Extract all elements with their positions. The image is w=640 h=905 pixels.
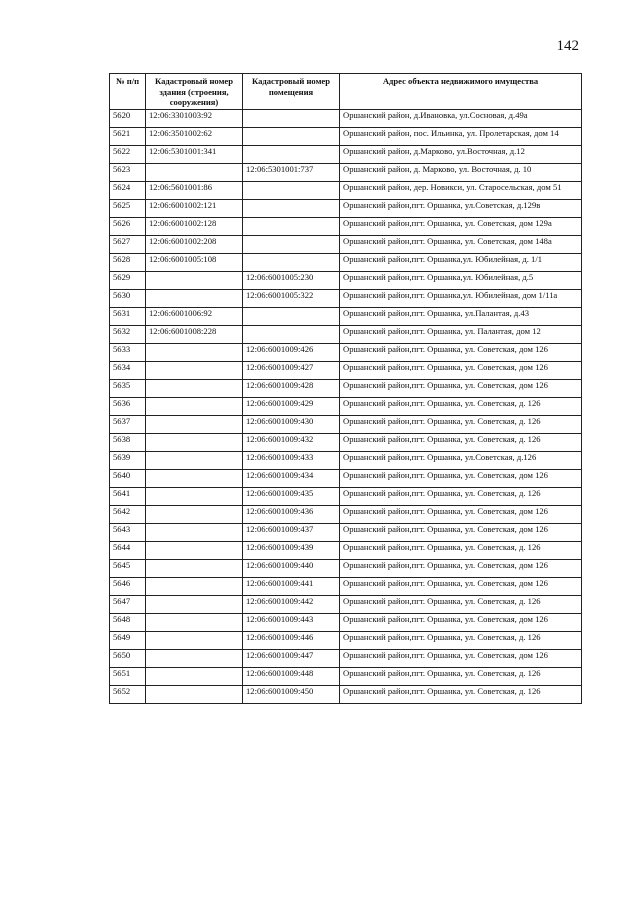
cell-premises-cadastral-number: 12:06:6001009:447 xyxy=(243,649,340,667)
cell-building-cadastral-number xyxy=(146,685,243,703)
cell-building-cadastral-number xyxy=(146,343,243,361)
cell-address: Оршанский район,пгт. Оршанка, ул. Советская, д. 126 xyxy=(340,631,582,649)
cell-address: Оршанский район, д.Ивановка, ул.Сосновая, д.49а xyxy=(340,109,582,127)
cell-row-number: 5634 xyxy=(110,361,146,379)
cell-premises-cadastral-number xyxy=(243,127,340,145)
cell-premises-cadastral-number: 12:06:6001009:430 xyxy=(243,415,340,433)
cell-row-number: 5647 xyxy=(110,595,146,613)
cell-building-cadastral-number: 12:06:6001006:92 xyxy=(146,307,243,325)
table-row xyxy=(110,415,582,433)
cell-building-cadastral-number xyxy=(146,361,243,379)
cell-address: Оршанский район, д.Марково, ул.Восточная, д.12 xyxy=(340,145,582,163)
cell-row-number: 5625 xyxy=(110,199,146,217)
cell-address: Оршанский район,пгт. Оршанка, ул. Советская, д. 126 xyxy=(340,415,582,433)
cell-premises-cadastral-number: 12:06:6001009:435 xyxy=(243,487,340,505)
table-row xyxy=(110,541,582,559)
cell-premises-cadastral-number xyxy=(243,109,340,127)
cell-address: Оршанский район,пгт. Оршанка, ул. Советская, д. 126 xyxy=(340,433,582,451)
table-row xyxy=(110,667,582,685)
cell-row-number: 5641 xyxy=(110,487,146,505)
table-row xyxy=(110,181,582,199)
table-row xyxy=(110,271,582,289)
cell-row-number: 5646 xyxy=(110,577,146,595)
cell-address: Оршанский район,пгт. Оршанка, ул. Советская, дом 126 xyxy=(340,379,582,397)
cell-address: Оршанский район,пгт. Оршанка, ул. Советская, д. 126 xyxy=(340,541,582,559)
cell-address: Оршанский район,пгт. Оршанка, ул.Советская, д.129в xyxy=(340,199,582,217)
cell-row-number: 5650 xyxy=(110,649,146,667)
cell-premises-cadastral-number: 12:06:6001009:429 xyxy=(243,397,340,415)
cell-address: Оршанский район,пгт. Оршанка, ул. Советская, дом 126 xyxy=(340,505,582,523)
cell-premises-cadastral-number: 12:06:6001009:442 xyxy=(243,595,340,613)
cell-building-cadastral-number xyxy=(146,451,243,469)
cell-address: Оршанский район,пгт. Оршанка, ул.Советская, д.126 xyxy=(340,451,582,469)
cell-row-number: 5648 xyxy=(110,613,146,631)
cell-address: Оршанский район,пгт. Оршанка, ул. Советская, д. 126 xyxy=(340,595,582,613)
cell-building-cadastral-number xyxy=(146,667,243,685)
cell-row-number: 5632 xyxy=(110,325,146,343)
cell-address: Оршанский район,пгт. Оршанка, ул. Советская, дом 126 xyxy=(340,361,582,379)
cell-premises-cadastral-number: 12:06:6001009:432 xyxy=(243,433,340,451)
header-property-address: Адрес объекта недвижимого имущества xyxy=(340,74,582,110)
cell-building-cadastral-number: 12:06:3501002:62 xyxy=(146,127,243,145)
cell-building-cadastral-number xyxy=(146,469,243,487)
cell-row-number: 5622 xyxy=(110,145,146,163)
cell-row-number: 5624 xyxy=(110,181,146,199)
cell-address: Оршанский район,пгт. Оршанка, ул. Советская, д. 126 xyxy=(340,397,582,415)
table-row xyxy=(110,307,582,325)
cell-building-cadastral-number xyxy=(146,505,243,523)
cell-building-cadastral-number: 12:06:5301001:341 xyxy=(146,145,243,163)
cell-premises-cadastral-number: 12:06:6001009:428 xyxy=(243,379,340,397)
cell-row-number: 5621 xyxy=(110,127,146,145)
cell-building-cadastral-number: 12:06:6001005:108 xyxy=(146,253,243,271)
cell-address: Оршанский район,пгт. Оршанка, ул. Советская, д. 126 xyxy=(340,667,582,685)
cell-premises-cadastral-number xyxy=(243,235,340,253)
header-building-cadastral-number: Кадастровый номер здания (строения, сооружения) xyxy=(146,74,243,110)
cell-address: Оршанский район,пгт. Оршанка, ул. Советская, дом 148а xyxy=(340,235,582,253)
cell-row-number: 5628 xyxy=(110,253,146,271)
cell-address: Оршанский район, д. Марково, ул. Восточная, д. 10 xyxy=(340,163,582,181)
cell-premises-cadastral-number: 12:06:6001009:437 xyxy=(243,523,340,541)
table-row xyxy=(110,613,582,631)
table-row xyxy=(110,397,582,415)
table-row xyxy=(110,559,582,577)
table-row xyxy=(110,685,582,703)
cell-premises-cadastral-number: 12:06:6001005:230 xyxy=(243,271,340,289)
cell-building-cadastral-number xyxy=(146,559,243,577)
cell-row-number: 5643 xyxy=(110,523,146,541)
table-row xyxy=(110,379,582,397)
cell-premises-cadastral-number xyxy=(243,253,340,271)
cell-address: Оршанский район, пос. Ильинка, ул. Пролетарская, дом 14 xyxy=(340,127,582,145)
table-row xyxy=(110,325,582,343)
cell-row-number: 5649 xyxy=(110,631,146,649)
cell-building-cadastral-number xyxy=(146,577,243,595)
table-row xyxy=(110,109,582,127)
cell-address: Оршанский район,пгт. Оршанка, ул. Советская, дом 126 xyxy=(340,577,582,595)
cell-row-number: 5637 xyxy=(110,415,146,433)
cell-address: Оршанский район,пгт. Оршанка,ул. Юбилейная, дом 1/11а xyxy=(340,289,582,307)
cell-premises-cadastral-number: 12:06:6001009:448 xyxy=(243,667,340,685)
cell-address: Оршанский район,пгт. Оршанка, ул. Советская, дом 126 xyxy=(340,523,582,541)
table-row xyxy=(110,235,582,253)
table-row xyxy=(110,433,582,451)
cell-row-number: 5635 xyxy=(110,379,146,397)
cell-address: Оршанский район,пгт. Оршанка, ул. Палантая, дом 12 xyxy=(340,325,582,343)
cell-building-cadastral-number xyxy=(146,415,243,433)
cell-row-number: 5640 xyxy=(110,469,146,487)
table-row xyxy=(110,361,582,379)
table-row xyxy=(110,649,582,667)
table-row xyxy=(110,469,582,487)
cell-premises-cadastral-number: 12:06:6001009:433 xyxy=(243,451,340,469)
cell-address: Оршанский район,пгт. Оршанка, ул. Советская, д. 126 xyxy=(340,685,582,703)
table-row xyxy=(110,595,582,613)
header-premises-cadastral-number: Кадастровый номер помещения xyxy=(243,74,340,110)
cell-row-number: 5633 xyxy=(110,343,146,361)
cell-premises-cadastral-number xyxy=(243,325,340,343)
cell-premises-cadastral-number xyxy=(243,145,340,163)
table-row xyxy=(110,199,582,217)
cell-address: Оршанский район,пгт. Оршанка, ул. Советская, дом 126 xyxy=(340,613,582,631)
cell-building-cadastral-number xyxy=(146,613,243,631)
cell-row-number: 5623 xyxy=(110,163,146,181)
cell-row-number: 5626 xyxy=(110,217,146,235)
cell-building-cadastral-number xyxy=(146,523,243,541)
table-header xyxy=(110,74,582,110)
cell-address: Оршанский район, дер. Новикси, ул. Старосельская, дом 51 xyxy=(340,181,582,199)
cell-building-cadastral-number xyxy=(146,289,243,307)
table-row xyxy=(110,631,582,649)
cell-building-cadastral-number xyxy=(146,649,243,667)
cell-building-cadastral-number xyxy=(146,595,243,613)
cell-row-number: 5631 xyxy=(110,307,146,325)
cell-row-number: 5651 xyxy=(110,667,146,685)
table-row xyxy=(110,145,582,163)
cell-premises-cadastral-number: 12:06:6001009:439 xyxy=(243,541,340,559)
cell-premises-cadastral-number: 12:06:6001009:427 xyxy=(243,361,340,379)
page-number: 142 xyxy=(556,38,579,54)
cell-premises-cadastral-number xyxy=(243,181,340,199)
cell-row-number: 5639 xyxy=(110,451,146,469)
property-register-table xyxy=(109,73,582,704)
cell-building-cadastral-number: 12:06:3301003:92 xyxy=(146,109,243,127)
cell-premises-cadastral-number: 12:06:5301001:737 xyxy=(243,163,340,181)
cell-building-cadastral-number: 12:06:6001002:128 xyxy=(146,217,243,235)
table-row xyxy=(110,505,582,523)
cell-address: Оршанский район,пгт. Оршанка,ул. Юбилейная, д. 1/1 xyxy=(340,253,582,271)
table-row xyxy=(110,487,582,505)
cell-row-number: 5652 xyxy=(110,685,146,703)
cell-premises-cadastral-number: 12:06:6001009:441 xyxy=(243,577,340,595)
header-row-number: № п/п xyxy=(110,74,146,110)
cell-address: Оршанский район,пгт. Оршанка, ул.Палантая, д.43 xyxy=(340,307,582,325)
cell-building-cadastral-number: 12:06:5601001:86 xyxy=(146,181,243,199)
cell-building-cadastral-number: 12:06:6001002:208 xyxy=(146,235,243,253)
cell-address: Оршанский район,пгт. Оршанка, ул. Советская, дом 126 xyxy=(340,649,582,667)
cell-premises-cadastral-number xyxy=(243,199,340,217)
cell-premises-cadastral-number: 12:06:6001005:322 xyxy=(243,289,340,307)
cell-premises-cadastral-number xyxy=(243,217,340,235)
cell-building-cadastral-number xyxy=(146,541,243,559)
cell-premises-cadastral-number: 12:06:6001009:450 xyxy=(243,685,340,703)
table-row xyxy=(110,451,582,469)
table-row xyxy=(110,577,582,595)
cell-row-number: 5644 xyxy=(110,541,146,559)
table-row xyxy=(110,343,582,361)
table-row xyxy=(110,253,582,271)
cell-building-cadastral-number xyxy=(146,397,243,415)
cell-address: Оршанский район,пгт. Оршанка, ул. Советская, дом 126 xyxy=(340,343,582,361)
table-row xyxy=(110,523,582,541)
cell-address: Оршанский район,пгт. Оршанка, ул. Советская, дом 129а xyxy=(340,217,582,235)
cell-building-cadastral-number xyxy=(146,433,243,451)
cell-row-number: 5645 xyxy=(110,559,146,577)
table-row xyxy=(110,217,582,235)
cell-building-cadastral-number xyxy=(146,631,243,649)
cell-address: Оршанский район,пгт. Оршанка, ул. Советская, дом 126 xyxy=(340,559,582,577)
cell-row-number: 5629 xyxy=(110,271,146,289)
cell-premises-cadastral-number: 12:06:6001009:440 xyxy=(243,559,340,577)
cell-row-number: 5638 xyxy=(110,433,146,451)
cell-building-cadastral-number xyxy=(146,379,243,397)
cell-row-number: 5642 xyxy=(110,505,146,523)
cell-row-number: 5630 xyxy=(110,289,146,307)
cell-address: Оршанский район,пгт. Оршанка, ул. Советская, д. 126 xyxy=(340,487,582,505)
cell-building-cadastral-number xyxy=(146,163,243,181)
table-row xyxy=(110,289,582,307)
table-row xyxy=(110,163,582,181)
cell-building-cadastral-number: 12:06:6001002:121 xyxy=(146,199,243,217)
cell-premises-cadastral-number xyxy=(243,307,340,325)
cell-row-number: 5627 xyxy=(110,235,146,253)
cell-premises-cadastral-number: 12:06:6001009:434 xyxy=(243,469,340,487)
table-body xyxy=(110,109,582,703)
cell-address: Оршанский район,пгт. Оршанка,ул. Юбилейная, д.5 xyxy=(340,271,582,289)
cell-building-cadastral-number: 12:06:6001008:228 xyxy=(146,325,243,343)
cell-premises-cadastral-number: 12:06:6001009:446 xyxy=(243,631,340,649)
table-row xyxy=(110,127,582,145)
cell-premises-cadastral-number: 12:06:6001009:436 xyxy=(243,505,340,523)
cell-address: Оршанский район,пгт. Оршанка, ул. Советская, дом 126 xyxy=(340,469,582,487)
cell-premises-cadastral-number: 12:06:6001009:426 xyxy=(243,343,340,361)
cell-row-number: 5620 xyxy=(110,109,146,127)
cell-row-number: 5636 xyxy=(110,397,146,415)
cell-premises-cadastral-number: 12:06:6001009:443 xyxy=(243,613,340,631)
cell-building-cadastral-number xyxy=(146,271,243,289)
cell-building-cadastral-number xyxy=(146,487,243,505)
